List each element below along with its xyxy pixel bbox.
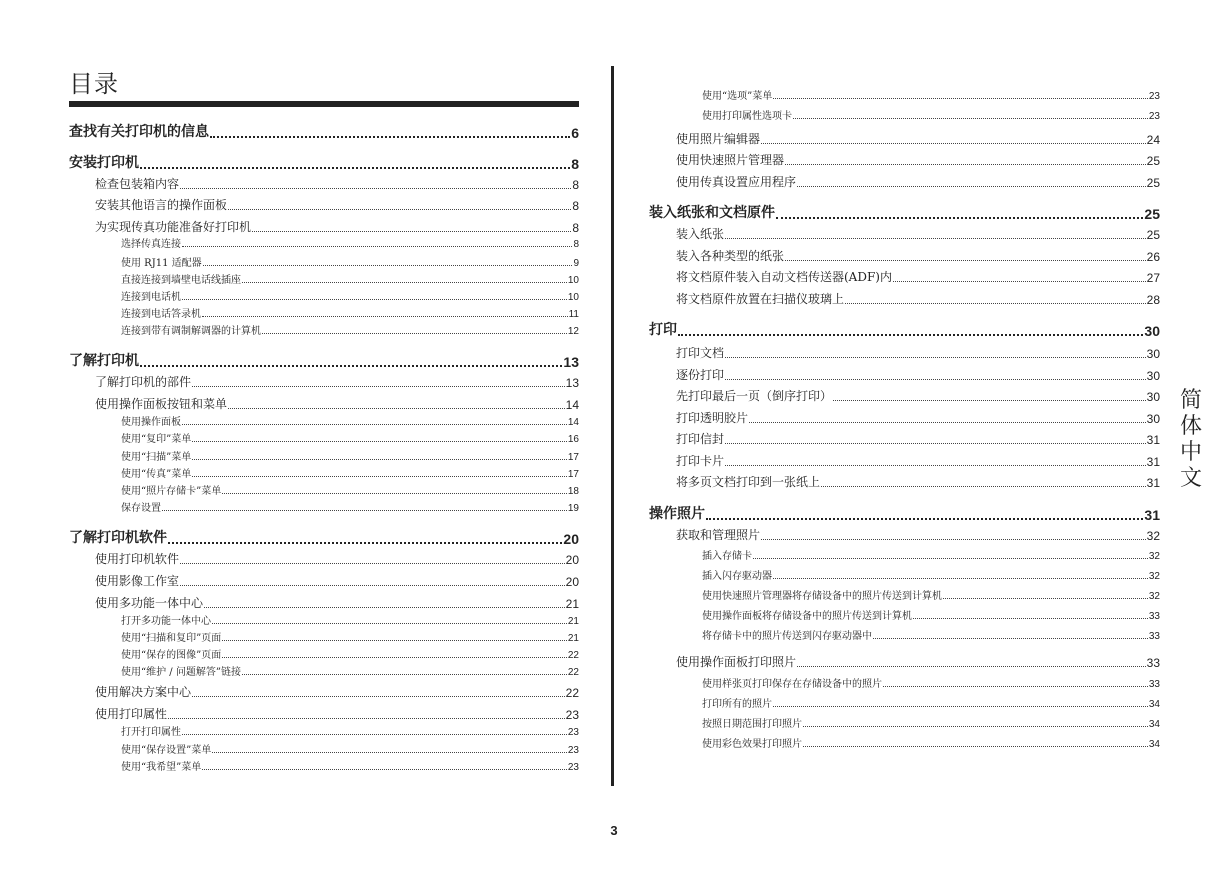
toc-entry-title: 操作照片 <box>649 506 705 522</box>
toc-dot-leader <box>893 281 1146 282</box>
toc-page-number: 34 <box>1148 719 1160 730</box>
toc-entry-title: 使用操作面板 <box>121 417 181 428</box>
toc-dot-leader <box>212 752 567 753</box>
toc-entry-title: 使用彩色效果打印照片 <box>702 739 802 750</box>
toc-entry-title: 使用“保存设置”菜单 <box>121 745 212 756</box>
toc-page-number: 25 <box>1146 228 1160 242</box>
toc-entry-title: 打印文档 <box>676 346 725 360</box>
toc-entry-title: 将存储卡中的照片传送到闪存驱动器中 <box>702 631 872 642</box>
toc-entry-title: 使用“保存的图像”页面 <box>121 650 222 661</box>
toc-page-number: 8 <box>572 199 579 213</box>
toc-entry <box>121 273 579 286</box>
toc-dot-leader <box>252 231 571 232</box>
toc-dot-leader <box>725 465 1146 466</box>
toc-entry-title: 使用“照片存储卡”菜单 <box>121 486 222 497</box>
toc-entry-title: 使用影像工作室 <box>95 574 180 588</box>
toc-entry <box>676 655 1160 670</box>
toc-entry <box>121 614 579 627</box>
toc-dot-leader <box>785 164 1146 165</box>
toc-entry <box>676 475 1160 490</box>
toc-dot-leader <box>785 260 1146 261</box>
toc-entry <box>95 596 579 611</box>
toc-entry-title: 打印 <box>649 322 677 338</box>
toc-entry <box>676 411 1160 426</box>
toc-page-number: 31 <box>1146 476 1160 490</box>
page-number: 3 <box>610 823 618 838</box>
toc-page-number: 28 <box>1146 293 1160 307</box>
toc-section-heading <box>649 204 1160 222</box>
toc-dot-leader <box>204 607 565 608</box>
toc-dot-leader <box>761 143 1146 144</box>
toc-page-number: 22 <box>567 667 579 678</box>
toc-entry-title: 使用“我希望”菜单 <box>121 762 202 773</box>
toc-entry-title: 将文档原件装入自动文档传送器(ADF)内 <box>676 270 892 284</box>
toc-dot-leader <box>797 666 1146 667</box>
toc-page-number: 20 <box>565 553 579 567</box>
toc-dot-leader <box>168 718 565 719</box>
toc-page-number: 25 <box>1146 176 1160 190</box>
toc-entry-title: 安装打印机 <box>69 155 139 171</box>
toc-section-heading <box>69 529 579 547</box>
toc-entry-title: 检查包装箱内容 <box>95 177 180 191</box>
toc-entry-title: 为实现传真功能准备好打印机 <box>95 220 252 234</box>
toc-page-number: 8 <box>572 178 579 192</box>
toc-entry-title: 使用操作面板将存储设备中的照片传送到计算机 <box>702 611 912 622</box>
toc-dot-leader <box>706 518 1143 520</box>
toc-entry <box>121 432 579 445</box>
toc-page-number: 31 <box>1146 455 1160 469</box>
toc-entry <box>121 665 579 678</box>
toc-entry <box>676 153 1160 168</box>
toc-entry <box>95 177 579 192</box>
toc-dot-leader <box>242 674 567 675</box>
toc-page-number: 6 <box>571 125 579 141</box>
toc-section-heading <box>649 321 1160 339</box>
toc-page-number: 8 <box>573 239 579 250</box>
toc-dot-leader <box>262 333 567 334</box>
toc-entry <box>676 346 1160 361</box>
toc-dot-leader <box>162 510 567 511</box>
toc-entry <box>676 249 1160 264</box>
toc-entry <box>121 290 579 303</box>
toc-dot-leader <box>140 365 562 367</box>
toc-entry <box>121 450 579 463</box>
toc-page-number: 23 <box>1148 111 1160 122</box>
toc-entry <box>95 707 579 722</box>
toc-entry-title: 使用“扫描”菜单 <box>121 452 192 463</box>
toc-entry-title: 装入各种类型的纸张 <box>676 249 785 263</box>
toc-section-heading <box>69 123 579 141</box>
toc-entry-title: 打开多功能一体中心 <box>121 616 211 627</box>
toc-entry-title: 逐份打印 <box>676 368 725 382</box>
toc-page-number: 16 <box>567 434 579 445</box>
toc-entry <box>121 307 579 320</box>
toc-entry <box>121 324 579 337</box>
toc-entry <box>702 737 1160 750</box>
toc-entry-title: 了解打印机的部件 <box>95 375 192 389</box>
toc-dot-leader <box>725 238 1146 239</box>
toc-section-heading <box>649 505 1160 523</box>
toc-entry-title: 打印透明胶片 <box>676 411 749 425</box>
toc-dot-leader <box>210 136 570 138</box>
page-title: 目录 <box>69 70 119 98</box>
toc-dot-leader <box>182 734 567 735</box>
toc-entry <box>676 292 1160 307</box>
toc-page-number: 25 <box>1146 154 1160 168</box>
toc-entry <box>121 631 579 644</box>
toc-entry <box>121 743 579 756</box>
toc-dot-leader <box>803 746 1148 747</box>
toc-page-number: 18 <box>567 486 579 497</box>
toc-dot-leader <box>182 246 572 247</box>
toc-page-number: 8 <box>572 221 579 235</box>
toc-dot-leader <box>192 476 567 477</box>
toc-page-number: 31 <box>1144 507 1160 523</box>
toc-entry-title: 按照日期范围打印照片 <box>702 719 802 730</box>
toc-entry-title: 使用快速照片管理器将存储设备中的照片传送到计算机 <box>702 591 942 602</box>
toc-entry <box>121 237 579 250</box>
toc-entry-title: 了解打印机软件 <box>69 530 167 546</box>
toc-dot-leader <box>725 357 1146 358</box>
toc-entry <box>702 109 1160 122</box>
toc-entry <box>121 760 579 773</box>
toc-dot-leader <box>833 400 1146 401</box>
toc-dot-leader <box>192 459 567 460</box>
toc-page-number: 20 <box>565 575 579 589</box>
toc-entry <box>702 89 1160 102</box>
column-divider <box>611 66 614 786</box>
toc-entry <box>676 368 1160 383</box>
toc-dot-leader <box>773 706 1148 707</box>
toc-entry <box>702 589 1160 602</box>
toc-page-number: 33 <box>1148 679 1160 690</box>
toc-page-number: 34 <box>1148 739 1160 750</box>
toc-entry-title: 保存设置 <box>121 503 161 514</box>
toc-dot-leader <box>678 334 1143 336</box>
toc-dot-leader <box>222 640 567 641</box>
toc-dot-leader <box>228 209 571 210</box>
toc-page-number: 20 <box>563 531 579 547</box>
toc-entry-title: 使用传真设置应用程序 <box>676 175 797 189</box>
toc-page-number: 32 <box>1148 591 1160 602</box>
toc-entry-title: 打印卡片 <box>676 454 725 468</box>
toc-section-heading <box>69 154 579 172</box>
toc-entry-title: 打开打印属性 <box>121 727 181 738</box>
toc-entry <box>121 484 579 497</box>
toc-entry <box>676 528 1160 543</box>
toc-entry <box>676 454 1160 469</box>
toc-dot-leader <box>776 217 1143 219</box>
toc-entry-title: 使用打印属性 <box>95 707 168 721</box>
toc-dot-leader <box>749 422 1146 423</box>
toc-page-number: 30 <box>1144 323 1160 339</box>
toc-entry-title: 安装其他语言的操作面板 <box>95 198 228 212</box>
toc-entry <box>95 574 579 589</box>
toc-entry-title: 装入纸张和文档原件 <box>649 205 775 221</box>
toc-page-number: 23 <box>565 708 579 722</box>
toc-page-number: 17 <box>567 452 579 463</box>
toc-entry <box>676 227 1160 242</box>
toc-entry <box>95 220 579 235</box>
toc-page-number: 33 <box>1146 656 1160 670</box>
toc-dot-leader <box>761 539 1146 540</box>
toc-section-heading <box>69 352 579 370</box>
toc-entry <box>702 717 1160 730</box>
toc-entry <box>95 375 579 390</box>
toc-dot-leader <box>202 769 567 770</box>
toc-dot-leader <box>793 118 1148 119</box>
toc-entry-title: 使用“传真”菜单 <box>121 469 192 480</box>
toc-dot-leader <box>180 585 565 586</box>
toc-page-number: 13 <box>563 354 579 370</box>
toc-entry-title: 使用“复印”菜单 <box>121 434 192 445</box>
toc-entry <box>121 648 579 661</box>
toc-dot-leader <box>222 657 567 658</box>
toc-page-number: 10 <box>567 292 579 303</box>
toc-entry-title: 使用照片编辑器 <box>676 132 761 146</box>
toc-dot-leader <box>913 618 1148 619</box>
title-rule <box>69 101 579 107</box>
toc-page-number: 13 <box>565 376 579 390</box>
toc-entry-title: 装入纸张 <box>676 227 725 241</box>
toc-entry-title: 连接到电话答录机 <box>121 309 201 320</box>
toc-dot-leader <box>943 598 1148 599</box>
toc-entry <box>702 549 1160 562</box>
toc-entry <box>702 609 1160 622</box>
toc-page-number: 24 <box>1146 133 1160 147</box>
toc-dot-leader <box>873 638 1148 639</box>
toc-dot-leader <box>753 558 1148 559</box>
toc-page-number: 33 <box>1148 611 1160 622</box>
toc-page-number: 30 <box>1146 390 1160 404</box>
toc-page-number: 30 <box>1146 369 1160 383</box>
toc-dot-leader <box>228 408 565 409</box>
toc-entry <box>121 501 579 514</box>
toc-page-number: 22 <box>567 650 579 661</box>
toc-entry <box>95 552 579 567</box>
toc-entry-title: 使用“扫描和复印”页面 <box>121 633 222 644</box>
toc-dot-leader <box>192 441 567 442</box>
toc-page-number: 21 <box>567 616 579 627</box>
toc-dot-leader <box>222 493 567 494</box>
toc-entry-title: 使用快速照片管理器 <box>676 153 785 167</box>
toc-page-number: 31 <box>1146 433 1160 447</box>
toc-entry <box>702 569 1160 582</box>
toc-entry-title: 将多页文档打印到一张纸上 <box>676 475 821 489</box>
toc-page-number: 14 <box>565 398 579 412</box>
toc-entry-title: 连接到电话机 <box>121 292 181 303</box>
toc-page-number: 19 <box>567 503 579 514</box>
toc-page-number: 23 <box>567 745 579 756</box>
toc-dot-leader <box>182 424 567 425</box>
toc-page-number: 23 <box>1148 91 1160 102</box>
toc-dot-leader <box>773 98 1148 99</box>
toc-page-number: 17 <box>567 469 579 480</box>
toc-dot-leader <box>140 167 570 169</box>
toc-page-number: 30 <box>1146 347 1160 361</box>
toc-entry-title: 使用打印机软件 <box>95 552 180 566</box>
toc-entry-title: 使用解决方案中心 <box>95 685 192 699</box>
toc-entry-title: 插入闪存驱动器 <box>702 571 772 582</box>
language-side-label: 简体中文 <box>1179 388 1202 491</box>
toc-page-number: 14 <box>567 417 579 428</box>
toc-dot-leader <box>203 265 573 266</box>
toc-page-number: 21 <box>565 597 579 611</box>
toc-dot-leader <box>212 623 567 624</box>
toc-entry <box>121 256 579 269</box>
toc-entry <box>121 467 579 480</box>
toc-entry-title: 查找有关打印机的信息 <box>69 124 209 140</box>
toc-entry-title: 插入存储卡 <box>702 551 752 562</box>
toc-page-number: 9 <box>573 258 579 269</box>
toc-entry <box>676 389 1160 404</box>
toc-dot-leader <box>180 563 565 564</box>
toc-entry <box>702 677 1160 690</box>
toc-page-number: 26 <box>1146 250 1160 264</box>
toc-page-number: 23 <box>567 727 579 738</box>
toc-entry-title: 使用样张页打印保存在存储设备中的照片 <box>702 679 882 690</box>
toc-dot-leader <box>180 188 571 189</box>
toc-entry <box>95 198 579 213</box>
toc-page-number: 21 <box>567 633 579 644</box>
toc-entry <box>95 685 579 700</box>
toc-page-number: 8 <box>571 156 579 172</box>
toc-entry <box>121 725 579 738</box>
toc-entry-title: 使用打印属性选项卡 <box>702 111 792 122</box>
toc-dot-leader <box>182 299 567 300</box>
toc-page-number: 32 <box>1146 529 1160 543</box>
toc-entry <box>676 132 1160 147</box>
toc-page-number: 32 <box>1148 571 1160 582</box>
toc-dot-leader <box>242 282 567 283</box>
toc-page-number: 32 <box>1148 551 1160 562</box>
toc-dot-leader <box>773 578 1148 579</box>
toc-page-number: 27 <box>1146 271 1160 285</box>
toc-page-number: 34 <box>1148 699 1160 710</box>
toc-dot-leader <box>883 686 1148 687</box>
toc-page-number: 23 <box>567 762 579 773</box>
toc-entry-title: 将文档原件放置在扫描仪玻璃上 <box>676 292 845 306</box>
toc-dot-leader <box>803 726 1148 727</box>
toc-entry-title: 使用多功能一体中心 <box>95 596 204 610</box>
toc-page-number: 25 <box>1144 206 1160 222</box>
toc-dot-leader <box>192 696 565 697</box>
toc-entry <box>702 697 1160 710</box>
toc-entry <box>676 432 1160 447</box>
toc-entry <box>676 175 1160 190</box>
toc-entry-title: 先打印最后一页（倒序打印） <box>676 389 833 403</box>
toc-dot-leader <box>192 386 565 387</box>
toc-entry-title: 了解打印机 <box>69 353 139 369</box>
toc-entry-title: 连接到带有调制解调器的计算机 <box>121 326 261 337</box>
toc-entry-title: 获取和管理照片 <box>676 528 761 542</box>
toc-dot-leader <box>725 443 1146 444</box>
toc-page-number: 12 <box>567 326 579 337</box>
toc-entry-title: 使用“选项”菜单 <box>702 91 773 102</box>
toc-entry-title: 使用操作面板按钮和菜单 <box>95 397 228 411</box>
toc-page-number: 11 <box>568 309 579 320</box>
toc-dot-leader <box>725 379 1146 380</box>
toc-entry-title: 直接连接到墙壁电话线插座 <box>121 275 241 286</box>
toc-page-number: 33 <box>1148 631 1160 642</box>
toc-dot-leader <box>168 542 562 544</box>
toc-page-number: 30 <box>1146 412 1160 426</box>
toc-entry-title: 打印所有的照片 <box>702 699 772 710</box>
toc-entry <box>121 415 579 428</box>
toc-dot-leader <box>821 486 1146 487</box>
toc-dot-leader <box>797 186 1146 187</box>
toc-entry-title: 使用操作面板打印照片 <box>676 655 797 669</box>
toc-entry <box>702 629 1160 642</box>
toc-dot-leader <box>845 303 1146 304</box>
toc-entry <box>95 397 579 412</box>
toc-dot-leader <box>202 316 568 317</box>
toc-page-number: 22 <box>565 686 579 700</box>
toc-entry-title: 打印信封 <box>676 432 725 446</box>
toc-entry-title: 使用“维护 / 问题解答”链接 <box>121 667 241 678</box>
toc-page-number: 10 <box>567 275 579 286</box>
toc-entry-title: 使用 RJ11 适配器 <box>121 258 202 269</box>
toc-entry <box>676 270 1160 285</box>
toc-entry-title: 选择传真连接 <box>121 239 181 250</box>
